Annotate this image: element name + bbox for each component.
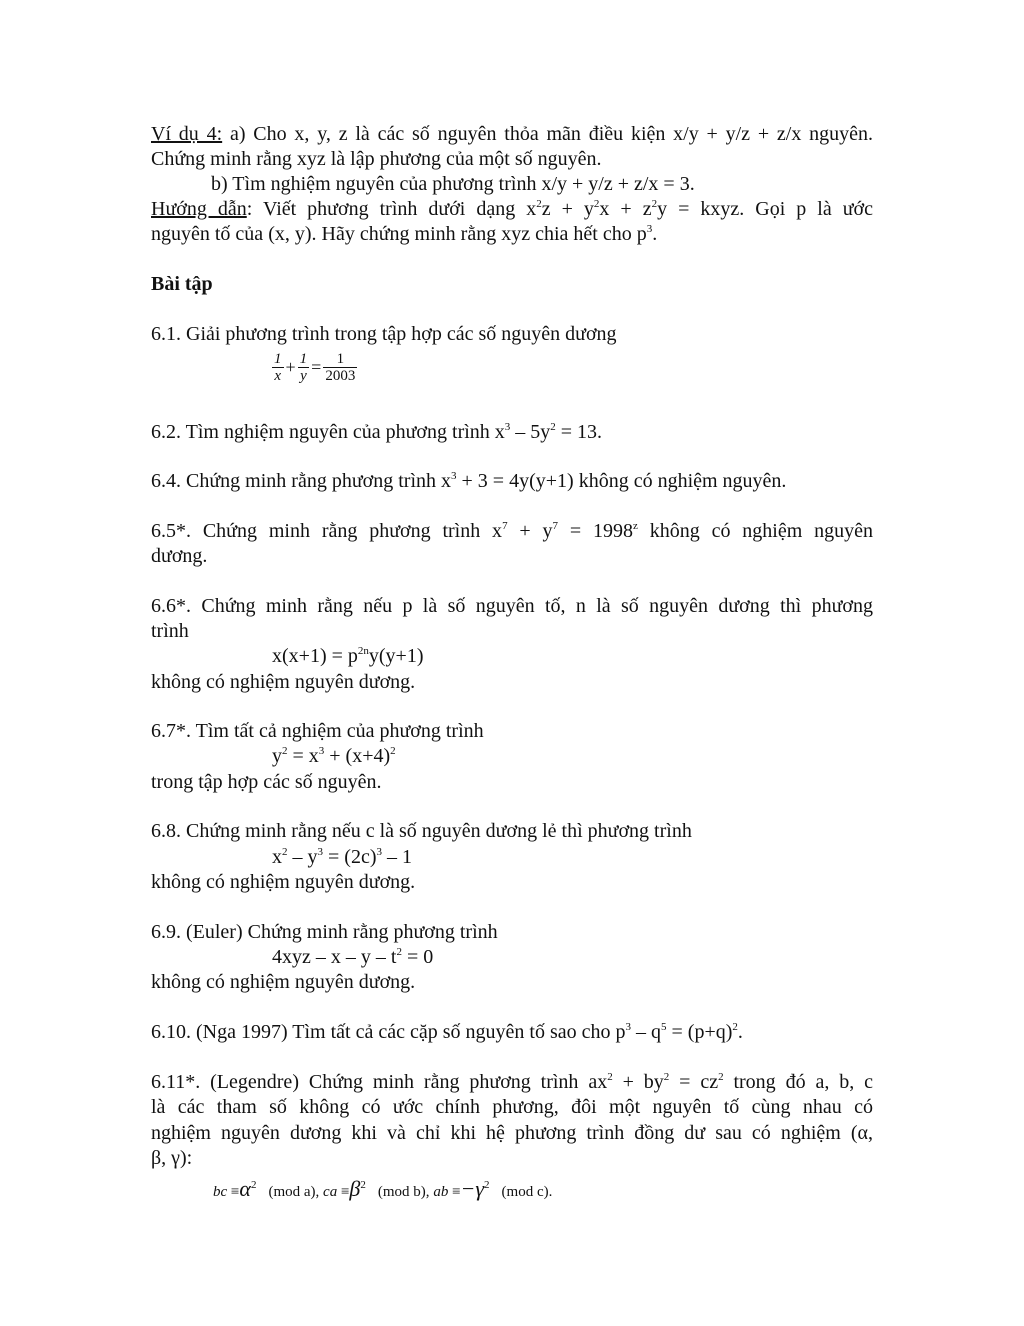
equals-sign: = [311, 357, 322, 378]
sup: 3 [318, 745, 325, 757]
equiv-sign: ≡ [230, 1184, 240, 1200]
fraction-1-over-x [272, 351, 284, 384]
example4-part-b: b) Tìm nghiệm nguyên của phương trình x/y + y/z + z/x = 3. [211, 173, 695, 195]
text: (mod c) [501, 1184, 549, 1200]
hint-text-b: z + y [541, 198, 594, 220]
text: ca [323, 1184, 338, 1200]
text: 6.11*. (Legendre) Chứng minh rằng phương trình ax [151, 1071, 608, 1093]
sup: 2 [651, 198, 658, 210]
exercise-6-11-line2: là các tham số không có ước chính phương, đôi một nguyên tố cùng nhau có [151, 1096, 873, 1118]
denominator: 2003 [325, 367, 356, 384]
exercise-6-2 [151, 420, 602, 444]
sup: 2 [607, 1071, 613, 1083]
exercise-6-9-line3: không có nghiệm nguyên dương. [151, 971, 416, 993]
text: bc [213, 1184, 228, 1200]
text: y(y+1) [368, 645, 424, 667]
sup: 2 [390, 745, 396, 757]
exercise-6-6-line4: không có nghiệm nguyên dương. [151, 671, 416, 693]
exercise-6-8-equation [272, 845, 412, 869]
equiv-sign: ≡ [340, 1184, 350, 1200]
text: – 1 [381, 846, 412, 868]
text: 4xyz – x – y – t [272, 946, 397, 968]
fraction-1-over-y [298, 351, 310, 384]
text: 6.5*. Chứng minh rằng phương trình x [151, 520, 503, 542]
text: + y [507, 520, 553, 542]
text: (mod a), [268, 1184, 324, 1200]
exercise-6-11-line3: nghiệm nguyên dương khi và chỉ khi hệ phương trình đồng dư sau có nghiệm (α, [151, 1122, 873, 1144]
sup: 2 [396, 946, 402, 958]
example4-text1: a) Cho x, y, z là các số nguyên thỏa mãn điều kiện x/y + y/z + z/x nguyên. [222, 123, 873, 145]
sup: 2 [282, 846, 288, 858]
text: = (p+q) [666, 1021, 733, 1043]
numerator: 1 [323, 351, 357, 368]
text: = 1998 [558, 520, 633, 542]
hint-text-c: x + z [599, 198, 652, 220]
example4-hint-line2 [151, 222, 657, 246]
sup: 2 [360, 1179, 366, 1191]
exercise-6-7-line1: 6.7*. Tìm tất cả nghiệm của phương trình [151, 720, 484, 742]
exercise-6-6-line2: trình [151, 620, 189, 642]
sup: 2 [732, 1021, 738, 1033]
exercise-6-4 [151, 469, 786, 493]
text: + by [612, 1071, 664, 1093]
exercise-6-7-line3: trong tập hợp các số nguyên. [151, 771, 382, 793]
sup: 2 [484, 1179, 490, 1191]
dot: . [652, 223, 658, 245]
sup: 2 [663, 1071, 670, 1083]
plus-sign: + [285, 357, 296, 378]
exercise-6-1-text: 6.1. Giải phương trình trong tập hợp các số nguyên dương [151, 323, 617, 345]
exercise-6-1-equation [272, 348, 357, 385]
fraction-1-over-2003 [323, 351, 357, 384]
sup: 2 [550, 421, 556, 433]
text: – q [631, 1021, 661, 1043]
exercise-6-11-line1 [151, 1070, 873, 1094]
exercise-6-6-line1: 6.6*. Chứng minh rằng nếu p là số nguyên tố, n là số nguyên dương thì phương [151, 595, 873, 617]
dot: . [548, 1184, 553, 1200]
exercise-6-10 [151, 1020, 743, 1044]
greek-alpha: α [239, 1176, 251, 1201]
text: + 3 = 4y(y+1) không có nghiệm nguyên. [456, 470, 787, 492]
sup: 2 [250, 1179, 257, 1191]
sup: 3 [504, 421, 511, 433]
text: 6.4. Chứng minh rằng phương trình x [151, 470, 452, 492]
exercise-6-7-equation [272, 744, 396, 768]
hint-text-line2: nguyên tố của (x, y). Hãy chứng minh rằng xyz chia hết cho p [151, 223, 647, 245]
sup: 2 [718, 1071, 724, 1083]
exercise-6-5-line1 [151, 519, 873, 543]
exercise-6-5-line2: dương. [151, 545, 208, 567]
denominator: y [300, 367, 307, 384]
exercise-6-9-line1: 6.9. (Euler) Chứng minh rằng phương trình [151, 921, 498, 943]
text: . [737, 1021, 743, 1043]
greek-neg-gamma: −γ [460, 1176, 485, 1201]
text: ab [433, 1184, 449, 1200]
text: x(x+1) = p [272, 645, 358, 667]
text: = cz [669, 1071, 719, 1093]
text: 6.10. (Nga 1997) Tìm tất cả các cặp số nguyên tố sao cho p [151, 1021, 626, 1043]
exercise-6-6-equation [272, 644, 424, 668]
sup: 3 [376, 846, 382, 858]
exercise-6-8-line3: không có nghiệm nguyên dương. [151, 871, 416, 893]
text: (mod b), [377, 1184, 434, 1200]
text: trong đó a, b, c [723, 1071, 873, 1093]
text: 6.2. Tìm nghiệm nguyên của phương trình x [151, 421, 505, 443]
example4-hint-line1 [151, 197, 873, 221]
sup: z [633, 520, 638, 532]
sup: 7 [552, 520, 559, 532]
sup: 5 [661, 1021, 667, 1033]
numerator: 1 [299, 350, 308, 367]
text: – 5y [510, 421, 551, 443]
exercise-6-11-line4: β, γ): [151, 1147, 193, 1169]
section-title: Bài tập [151, 273, 213, 295]
sup: 2 [593, 198, 600, 210]
example4-line1 [151, 122, 873, 146]
hint-label: Hướng dẫn [151, 198, 247, 220]
sup: 3 [317, 846, 323, 858]
example4-label: Ví dụ 4: [151, 123, 223, 145]
exercise-6-9-equation [272, 945, 433, 969]
sup: 2 [536, 198, 542, 210]
sup: 2n [357, 645, 369, 657]
text: = x [287, 745, 319, 767]
numerator: 1 [274, 350, 282, 367]
text: = (2c) [323, 846, 377, 868]
sup: 2 [282, 745, 288, 757]
equiv-sign: ≡ [452, 1184, 461, 1200]
text: không có nghiệm nguyên [637, 520, 873, 542]
hint-text-d: y = kxyz. Gọi p là ước [657, 198, 874, 220]
sup: 7 [502, 520, 508, 532]
text: = 13. [555, 421, 603, 443]
text: = 0 [401, 946, 434, 968]
hint-text-a: : Viết phương trình dưới dạng x [246, 198, 537, 220]
exercise-6-8-line1: 6.8. Chứng minh rằng nếu c là số nguyên dương lẻ thì phương trình [151, 820, 692, 842]
text: y [272, 745, 282, 767]
sup: 3 [646, 223, 653, 235]
sup: 3 [625, 1021, 631, 1033]
sup: 3 [451, 470, 457, 482]
text: – y [287, 846, 318, 868]
text: x [272, 846, 282, 868]
denominator: x [274, 367, 282, 384]
text: + (x+4) [324, 745, 391, 767]
congruence-system [213, 1177, 552, 1204]
greek-beta: β [349, 1176, 361, 1201]
example4-line2: Chứng minh rằng xyz là lập phương của một số nguyên. [151, 148, 602, 170]
